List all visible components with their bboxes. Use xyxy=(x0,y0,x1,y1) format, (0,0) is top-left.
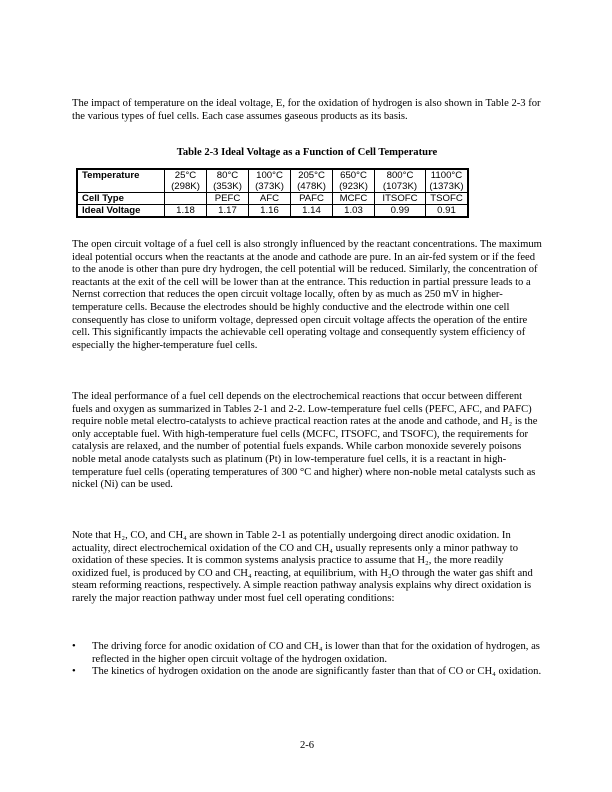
paragraph-ideal-performance: The ideal performance of a fuel cell depends on the electrochemical reactions that occur between different fuels and oxygen as summarized in Tables 2-1 and 2-2. Low-temperature fuel cells (PEFC, AFC, and PAFC) require noble metal electro-catalysts to achieve practical reaction rates at the anode and cathode, and H₂ is the only acceptable fuel. With high-temperature fuel cells (MCFC, ITSOFC, and TSOFC), the requirements for catalysis are relaxed, and the number of potential fuels expands. While carbon monoxide severely poisons noble metal anode catalysts such as platinum (Pt) in low-temperature fuel cells, it is a reactant in high-temperature fuel cells (operating temperatures of 300 °C and higher) where non-noble metal catalysts such as nickel (Ni) can be used. xyxy=(72,391,538,491)
table-cell: PAFC xyxy=(291,193,333,205)
table-cell: 0.91 xyxy=(426,205,468,217)
table-cell: 1.16 xyxy=(249,205,291,217)
table-cell: PEFC xyxy=(207,193,249,205)
page-number: 2-6 xyxy=(299,740,315,751)
paragraph-open-circuit-voltage: The open circuit voltage of a fuel cell is also strongly influenced by the reactant concentrations. The maximum ideal potential occurs when the reactants at the anode and cathode are pure. In an air-fed system or if the feed to the anode is other than pure dry hydrogen, the cell potential will be reduced. Similarly, the concentration of reactants at the exit of the cell will be lower than at the entrance. This reduction in partial pressure leads to a Nernst correction that reduces the open circuit voltage locally, often by as much as 250 mV in higher-temperature cells. Because the electrodes should be highly conductive and the electrode within one cell consequently has close to uniform voltage, depressed open circuit voltage affects the operation of the entire cell. This significantly impacts the achievable cell operating voltage and consequently system efficiency of especially the higher-temperature fuel cells. xyxy=(72,239,542,351)
table-cell: 100°C (373K) xyxy=(249,170,291,193)
row-header-temperature: Temperature xyxy=(78,170,165,193)
table-caption: Table 2-3 Ideal Voltage as a Function of Cell Temperature xyxy=(176,147,438,158)
table-row-cell-type xyxy=(78,193,468,205)
table-cell: 80°C (353K) xyxy=(207,170,249,193)
paragraph-direct-oxidation: Note that H₂, CO, and CH₄ are shown in Table 2-1 as potentially undergoing direct anodic oxidation. In actuality, direct electrochemical oxidation of the CO and CH₄ usually represents only a minor pathway to oxidation of these species. It is common systems analysis practice to assume that H₂, the more readily oxidized fuel, is produced by CO and CH₄ reacting, at equilibrium, with H₂O through the water gas shift and steam reforming reactions, respectively. A simple reaction pathway analysis explains why direct oxidation is rarely the major reaction pathway under most fuel cell operating conditions: xyxy=(72,530,533,604)
table-cell: 0.99 xyxy=(375,205,426,217)
table-cell: MCFC xyxy=(333,193,375,205)
table-cell xyxy=(165,193,207,205)
row-header-cell-type: Cell Type xyxy=(78,193,165,205)
table-cell: ITSOFC xyxy=(375,193,426,205)
list-item-text: The driving force for anodic oxidation of CO and CH₄ is lower than that for the oxidation of hydrogen, as reflected in the higher open circuit voltage of the hydrogen oxidation. xyxy=(92,641,540,665)
table-row-ideal-voltage xyxy=(78,205,468,217)
list-item-text: The kinetics of hydrogen oxidation on the anode are significantly faster than that of CO or CH₄ oxidation. xyxy=(92,666,542,678)
ideal-voltage-table xyxy=(77,169,468,217)
table-cell: AFC xyxy=(249,193,291,205)
bullet-list xyxy=(72,641,542,679)
table-cell: 1.14 xyxy=(291,205,333,217)
table-cell: 1.18 xyxy=(165,205,207,217)
table-cell: 800°C (1073K) xyxy=(375,170,426,193)
bullet-icon: • xyxy=(72,641,76,652)
table-cell: 205°C (478K) xyxy=(291,170,333,193)
table-cell: 650°C (923K) xyxy=(333,170,375,193)
paragraph-intro: The impact of temperature on the ideal voltage, E, for the oxidation of hydrogen is also shown in Table 2-3 for the various types of fuel cells. Each case assumes gaseous products as its basis. xyxy=(72,98,541,122)
bullet-icon: • xyxy=(72,666,76,678)
list-item xyxy=(72,666,542,679)
table-cell: 1.03 xyxy=(333,205,375,217)
table-cell: 1.17 xyxy=(207,205,249,217)
table-row-temperature xyxy=(78,170,468,193)
list-item xyxy=(72,641,542,666)
table-cell: 25°C (298K) xyxy=(165,170,207,193)
row-header-ideal-voltage: Ideal Voltage xyxy=(78,205,165,217)
table-cell: 1100°C (1373K) xyxy=(426,170,468,193)
table-cell: TSOFC xyxy=(426,193,468,205)
